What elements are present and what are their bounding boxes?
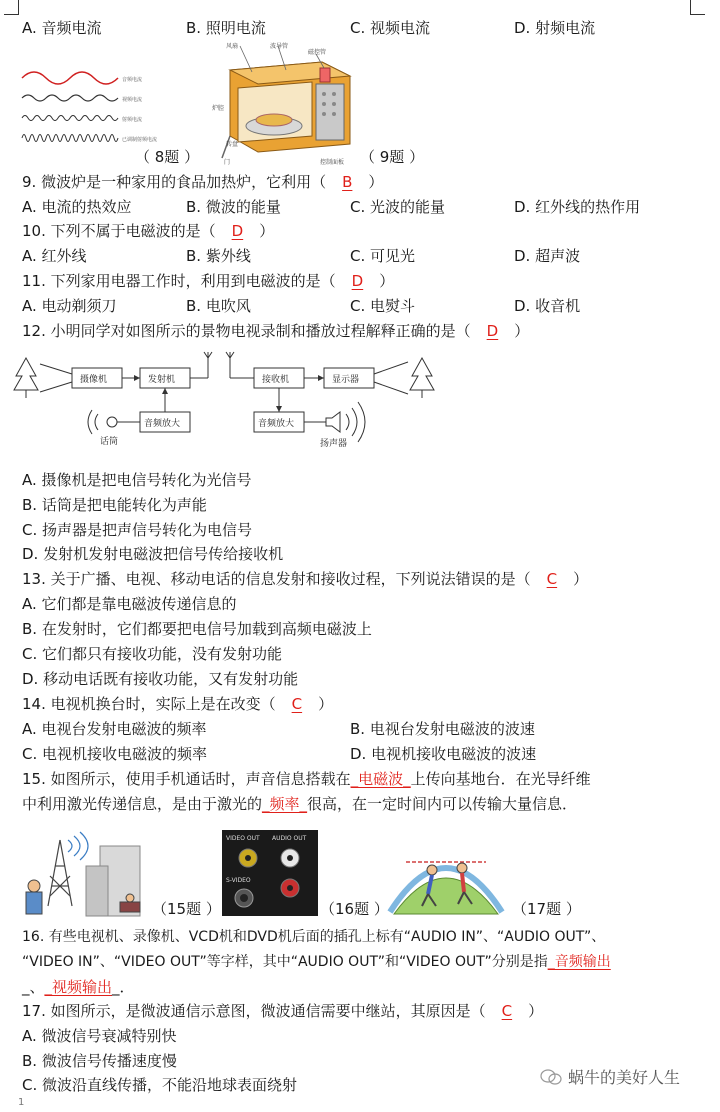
q7-option-d: D. 射频电流	[514, 19, 596, 37]
q16-line-2: “VIDEO IN”、“VIDEO OUT”等字样，其中“AUDIO OUT”和“VIDEO OUT”分别是指_音频输出	[22, 954, 611, 970]
fig16-label-svideo: S-VIDEO	[226, 877, 251, 884]
q14-stem: 14. 电视机换台时，实际上是在改变（ C ）	[22, 695, 334, 713]
fig16-label-audio-out: AUDIO OUT	[272, 835, 307, 842]
q10-answer: D	[231, 222, 244, 240]
q12-option-a: A. 摄像机是把电信号转化为光信号	[22, 471, 252, 489]
fig16-caption: （16题 ）	[320, 900, 389, 918]
q12-option-c: C. 扬声器是把声信号转化为电信号	[22, 521, 253, 539]
fig12-receiver-label: 接收机	[262, 375, 290, 385]
fig12-camera-label: 摄像机	[80, 375, 108, 385]
fig15-phone-tower	[20, 826, 150, 916]
fig17-earth-microwave	[386, 822, 506, 918]
fig9-caption: （ 9题 ）	[360, 148, 425, 166]
q7-option-a: A. 音频电流	[22, 19, 102, 37]
fig12-tv-diagram	[14, 346, 444, 456]
q13-option-b: B. 在发射时，它们都要把电信号加载到高频电磁波上	[22, 620, 372, 638]
fig12-speaker-label: 扬声器	[320, 439, 348, 449]
q11-option-c: C. 电熨斗	[350, 297, 416, 315]
q14-answer: C	[291, 695, 303, 713]
fig12-amp-right-label: 音频放大	[258, 419, 295, 429]
q10-stem: 10. 下列不属于电磁波的是（ D ）	[22, 222, 275, 240]
q12-answer: D	[486, 322, 499, 340]
q13-option-c: C. 它们都只有接收功能，没有发射功能	[22, 645, 283, 663]
food-dish-icon	[256, 114, 292, 126]
fig9-label-door: 门	[224, 159, 231, 166]
q14-option-a: A. 电视台发射电磁波的频率	[22, 720, 207, 738]
q9-option-b: B. 微波的能量	[186, 198, 281, 216]
q13-option-d: D. 移动电话既有接收功能，又有发射功能	[22, 670, 299, 688]
q16-line-1: 16. 有些电视机、录像机、VCD机和DVD机后面的插孔上标有“AUDIO IN”、“AUDIO OUT”、	[22, 929, 606, 945]
fig9-microwave-oven	[212, 40, 362, 168]
fig12-mic-label: 话筒	[100, 437, 119, 447]
fig8-label-3: 射频电流	[122, 117, 143, 123]
fig9-label-magnetron: 磁控管	[308, 49, 327, 56]
fig9-label-cavity: 炉腔	[212, 105, 225, 112]
fig9-label-turntable: 转盘	[226, 141, 239, 148]
fig12-display-label: 显示器	[332, 375, 360, 385]
q9-answer: B	[342, 173, 353, 191]
q12-option-d: D. 发射机发射电磁波把信号传给接收机	[22, 545, 284, 563]
wechat-icon	[540, 1068, 562, 1086]
tree-icon-right	[410, 358, 434, 398]
fig8-caption: （ 8题 ）	[135, 148, 200, 166]
fig8-label-2: 视频电流	[122, 97, 143, 103]
q14-option-d: D. 电视机接收电磁波的波速	[350, 745, 537, 763]
audio-wave	[22, 72, 118, 84]
fig9-label-fan: 风扇	[226, 43, 239, 50]
fig16-rear-panel	[222, 830, 318, 916]
q13-answer: C	[546, 570, 558, 588]
q11-option-d: D. 收音机	[514, 297, 581, 315]
fig12-amp-left-label: 音频放大	[144, 419, 181, 429]
q7-option-b: B. 照明电流	[186, 19, 266, 37]
q13-option-a: A. 它们都是靠电磁波传递信息的	[22, 595, 237, 613]
q15-blank-1: _电磁波_	[350, 770, 411, 788]
tree-icon-left	[14, 358, 38, 398]
q9-option-a: A. 电流的热效应	[22, 198, 132, 216]
q17-option-c: C. 微波沿直线传播，不能沿地球表面绕射	[22, 1076, 298, 1094]
q10-option-b: B. 紫外线	[186, 247, 251, 265]
q11-option-b: B. 电吹风	[186, 297, 251, 315]
fig8-label-4: 已调制射频电流	[122, 137, 158, 143]
q15-blank-2: _频率_	[262, 795, 308, 813]
modulated-wave	[22, 135, 118, 142]
q16-blank-2: _视频输出	[44, 978, 113, 996]
q11-stem: 11. 下列家用电器工作时，利用到电磁波的是（ D ）	[22, 272, 395, 290]
q10-option-a: A. 红外线	[22, 247, 87, 265]
q16-blank-1: _音频输出	[547, 954, 611, 970]
corner-mark-right	[690, 0, 705, 15]
fig15-caption: （15题 ）	[152, 900, 221, 918]
q11-option-a: A. 电动剃须刀	[22, 297, 117, 315]
mic-icon	[107, 417, 117, 427]
kid-left-icon	[427, 865, 437, 875]
q9-stem: 9. 微波炉是一种家用的食品加热炉，它利用（ B ）	[22, 173, 384, 191]
corner-mark-left	[4, 0, 19, 15]
fig16-label-video-out: VIDEO OUT	[226, 835, 260, 842]
video-wave	[22, 95, 118, 101]
speaker-icon	[326, 412, 340, 432]
fig9-label-waveguide: 波导管	[270, 43, 289, 50]
q16-line-3: _、_视频输出_．	[22, 978, 135, 996]
q10-option-c: C. 可见光	[350, 247, 416, 265]
rf-wave	[22, 116, 118, 121]
q14-option-c: C. 电视机接收电磁波的频率	[22, 745, 208, 763]
fig17-caption: （17题 ）	[512, 900, 581, 918]
q13-stem: 13. 关于广播、电视、移动电话的信息发射和接收过程，下列说法错误的是（ C ）	[22, 570, 589, 588]
q14-option-b: B. 电视台发射电磁波的波速	[350, 720, 535, 738]
kid-right-icon	[457, 863, 467, 873]
q12-stem: 12. 小明同学对如图所示的景物电视录制和播放过程解释正确的是（ D ）	[22, 322, 530, 340]
q17-stem: 17. 如图所示，是微波通信示意图，微波通信需要中继站，其原因是（ C ）	[22, 1002, 544, 1020]
fig9-label-control: 控制面板	[320, 159, 345, 166]
watermark-text: 蜗牛的美好人生	[568, 1068, 681, 1087]
q9-option-d: D. 红外线的热作用	[514, 198, 641, 216]
fig8-label-1: 音频电流	[122, 77, 143, 83]
q17-option-a: A. 微波信号衰减特别快	[22, 1027, 177, 1045]
fig12-transmitter-label: 发射机	[148, 375, 176, 385]
q17-option-b: B. 微波信号传播速度慢	[22, 1052, 177, 1070]
q10-option-d: D. 超声波	[514, 247, 581, 265]
q7-option-c: C. 视频电流	[350, 19, 431, 37]
person-icon	[28, 880, 40, 892]
fig8-waveforms	[20, 68, 158, 160]
q9-option-c: C. 光波的能量	[350, 198, 446, 216]
page-number: 1	[18, 1097, 25, 1108]
q17-answer: C	[501, 1002, 513, 1020]
q15-line-2: 中利用激光传递信息，是由于激光的_频率_很高，在一定时间内可以传输大量信息．	[22, 795, 578, 813]
q15-line-1: 15. 如图所示，使用手机通话时，声音信息搭载在_电磁波_上传向基地台．在光导纤维	[22, 770, 591, 788]
q12-option-b: B. 话筒是把电能转化为声能	[22, 496, 207, 514]
q11-answer: D	[351, 272, 364, 290]
